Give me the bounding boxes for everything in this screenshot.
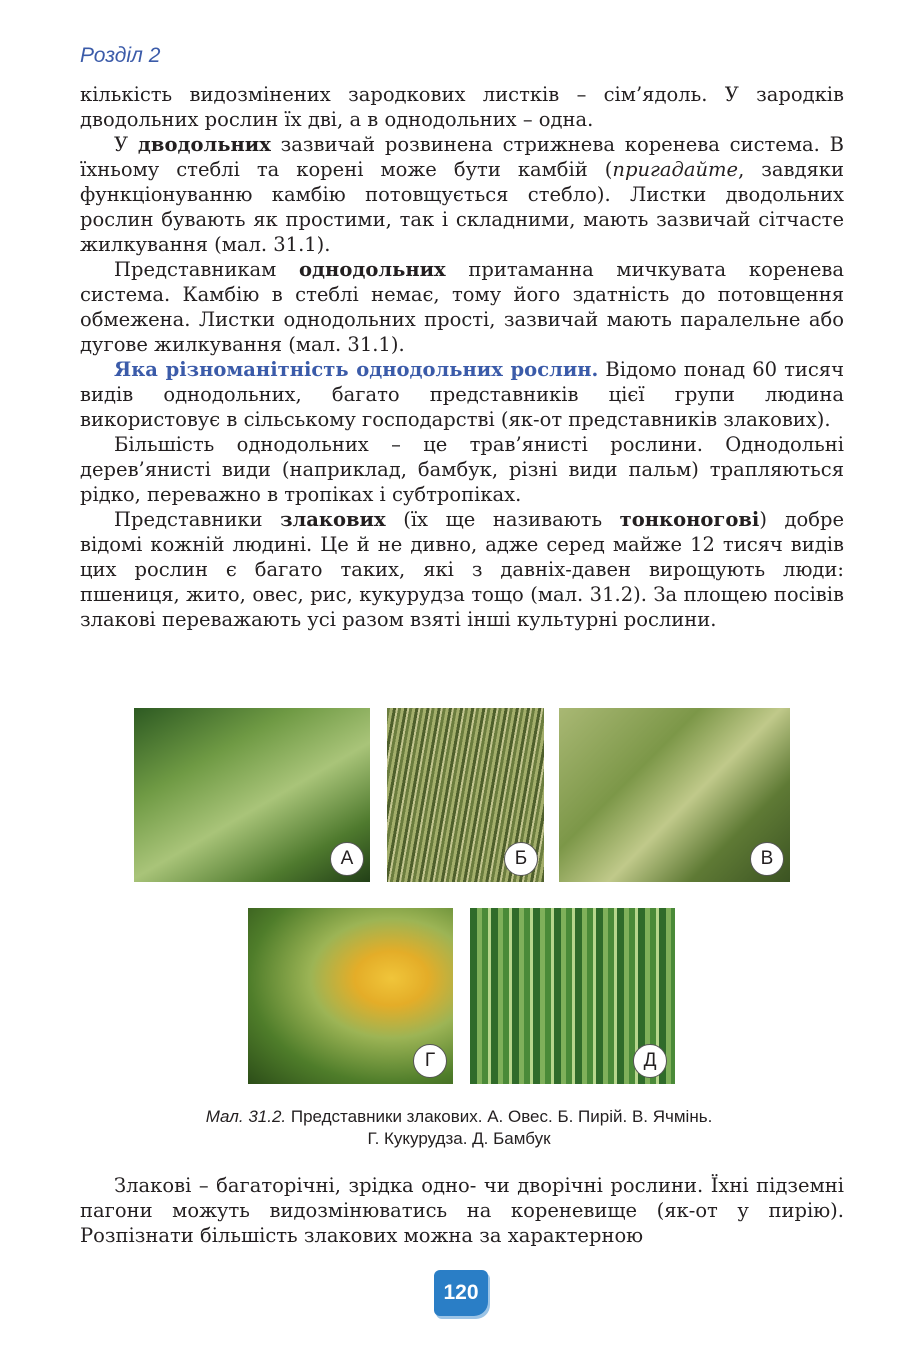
paragraph: Представники злакових (їх ще називають тонконогові) добре відомі кожній людині. Це й не дивно, адже серед майже 12 тисяч видів цих рослин є багато таких, які з давніх-давен вирощують люди: пшениця, жито, овес, рис, кукурудза тощо (мал. 31.2). За площею посівів злакові переважають усі разом взяті інші культурні рослини.	[80, 508, 844, 631]
figure-label: В	[750, 842, 784, 876]
paragraph: Більшість однодольних – це трав’янисті рослини. Однодольні дерев’янисті види (наприклад, бамбук, різні види пальм) трапляються рідко, переважно в тропіках і субтропіках.	[80, 433, 844, 506]
figure-label: Б	[504, 842, 538, 876]
photo-oat	[134, 708, 370, 882]
main-text	[80, 82, 844, 632]
figure-label: А	[330, 842, 364, 876]
photo-bamboo	[470, 908, 675, 1084]
figure-label: Г	[413, 1044, 447, 1078]
subheading: Яка різноманітність однодольних рослин.	[114, 358, 599, 381]
photo-corn	[248, 908, 453, 1084]
paragraph: Представникам однодольних притаманна мичкувата коренева система. Камбію в стеблі немає, тому його здатність до потовщення обмежена. Листки однодольних прості, зазвичай мають паралельне або дугове жилкування (мал. 31.1).	[80, 258, 844, 356]
photo-barley	[559, 708, 790, 882]
photo-couch-grass	[387, 708, 544, 882]
page-number-badge: 120	[434, 1270, 488, 1316]
paragraph: кількість видозмінених зародкових листків – сім’ядоль. У зародків дводольних рослин їх дві, а в однодольних – одна.	[80, 83, 844, 131]
figure-caption: Мал. 31.2. Представники злакових. А. Овес. Б. Пирій. В. Ячмінь. Г. Кукурудза. Д. Бамбук	[205, 1107, 713, 1148]
main-text-continued	[80, 1173, 844, 1248]
section-label: Розділ 2	[80, 44, 161, 67]
figure-label: Д	[633, 1044, 667, 1078]
paragraph: Злакові – багаторічні, зрідка одно- чи дворічні рослини. Їхні підземні пагони можуть видозмінюватись на кореневище (як-от у пирію). Розпізнати більшість злакових можна за характерною	[80, 1174, 844, 1247]
paragraph: Яка різноманітність однодольних рослин. Відомо понад 60 тисяч видів однодольних, багато представників цієї групи людина використовує в сільському господарстві (як-от представників злакових).	[80, 358, 844, 431]
paragraph: У дводольних зазвичай розвинена стрижнева коренева система. В їхньому стеблі та корені може бути камбій (пригадайте, завдяки функціонуванню камбію потовщується стебло). Листки дводольних рослин бувають як простими, так і складними, мають зазвичай сітчасте жилкування (мал. 31.1).	[80, 133, 844, 256]
